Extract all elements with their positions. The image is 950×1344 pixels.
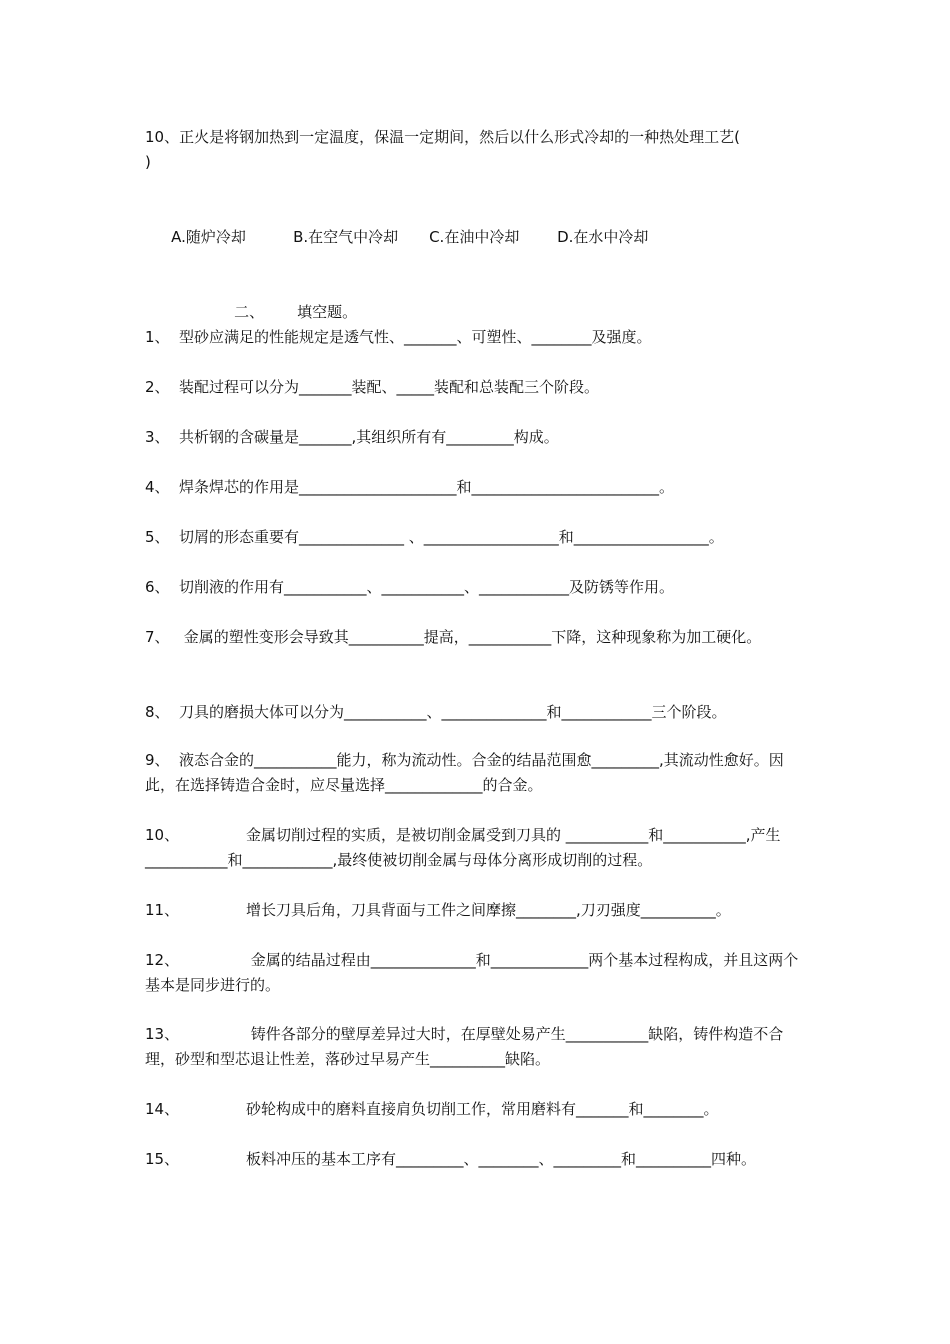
question-4 bbox=[145, 475, 810, 500]
option-a: A.随炉冷却 bbox=[171, 228, 246, 246]
question-text: 铸件各部分的壁厚差异过大时，在厚壁处易产生___________缺陷，铸件构造不合理，砂型和型芯退让性差，落砂过早易产生__________缺陷。 bbox=[145, 1025, 784, 1068]
question-15 bbox=[145, 1147, 810, 1172]
question-number: 5、 bbox=[145, 528, 170, 546]
question-8 bbox=[145, 700, 810, 725]
question-5 bbox=[145, 525, 810, 550]
question-number: 4、 bbox=[145, 478, 170, 496]
question-11 bbox=[145, 898, 810, 923]
question-number: 8、 bbox=[145, 703, 170, 721]
question-text: 切屑的形态重要有______________ 、__________________和__________________。 bbox=[179, 528, 724, 546]
question-text: 增长刀具后角，刀具背面与工件之间摩擦________,刀刃强度__________。 bbox=[246, 901, 731, 919]
question-10 bbox=[145, 823, 810, 873]
section-number: 二、 bbox=[234, 303, 265, 321]
mc-question-text: 10、正火是将钢加热到一定温度，保温一定期间，然后以什么形式冷却的一种热处理工艺( ) bbox=[145, 128, 740, 171]
question-1 bbox=[145, 325, 810, 350]
option-b: B.在空气中冷却 bbox=[293, 228, 399, 246]
question-12 bbox=[145, 948, 810, 998]
question-text: 液态合金的___________能力，称为流动性。合金的结晶范围愈_________,其流动性愈好。因此，在选择铸造合金时，应尽量选择_____________的合金。 bbox=[145, 751, 784, 794]
question-text: 金属的塑性变形会导致其__________提高，___________下降，这种现象称为加工硬化。 bbox=[179, 628, 762, 646]
option-c: C.在油中冷却 bbox=[429, 228, 520, 246]
question-number: 7、 bbox=[145, 628, 170, 646]
section-title: 填空题。 bbox=[297, 303, 358, 321]
question-text: 切削液的作用有___________、___________、____________及防锈等作用。 bbox=[179, 578, 675, 596]
question-9 bbox=[145, 748, 810, 798]
question-text: 焊条焊芯的作用是_____________________和_________________________。 bbox=[179, 478, 675, 496]
question-number: 1、 bbox=[145, 328, 170, 346]
question-number: 13、 bbox=[145, 1025, 180, 1043]
question-text: 型砂应满足的性能规定是透气性、_______、可塑性、________及强度。 bbox=[179, 328, 652, 346]
question-2 bbox=[145, 375, 810, 400]
question-number: 15、 bbox=[145, 1150, 180, 1168]
question-number: 6、 bbox=[145, 578, 170, 596]
question-number: 12、 bbox=[145, 951, 180, 969]
question-14 bbox=[145, 1097, 810, 1122]
mc-options bbox=[152, 200, 648, 275]
question-text: 板料冲压的基本工序有_________、________、_________和__________四种。 bbox=[246, 1150, 757, 1168]
question-13 bbox=[145, 1022, 810, 1072]
question-text: 刀具的磨损大体可以分为___________、______________和____________三个阶段。 bbox=[179, 703, 727, 721]
option-d: D.在水中冷却 bbox=[557, 228, 649, 246]
question-number: 3、 bbox=[145, 428, 170, 446]
question-3 bbox=[145, 425, 810, 450]
question-text: 金属的结晶过程由______________和_____________两个基本过程构成，并且这两个基本是同步进行的。 bbox=[145, 951, 799, 994]
question-number: 9、 bbox=[145, 751, 170, 769]
question-text: 共析钢的含碳量是_______,其组织所有有_________构成。 bbox=[179, 428, 559, 446]
question-6 bbox=[145, 575, 810, 600]
question-number: 2、 bbox=[145, 378, 170, 396]
question-number: 14、 bbox=[145, 1100, 180, 1118]
question-number: 10、 bbox=[145, 826, 180, 844]
question-text: 砂轮构成中的磨料直接肩负切削工作，常用磨料有_______和________。 bbox=[246, 1100, 719, 1118]
question-7 bbox=[145, 625, 810, 650]
question-text: 装配过程可以分为_______装配、_____装配和总装配三个阶段。 bbox=[179, 378, 600, 396]
question-text: 金属切削过程的实质，是被切削金属受到刀具的 ___________和___________,产生___________和____________,最终使被切削金属与母体分离形成切削的过程。 bbox=[145, 826, 781, 869]
question-number: 11、 bbox=[145, 901, 180, 919]
